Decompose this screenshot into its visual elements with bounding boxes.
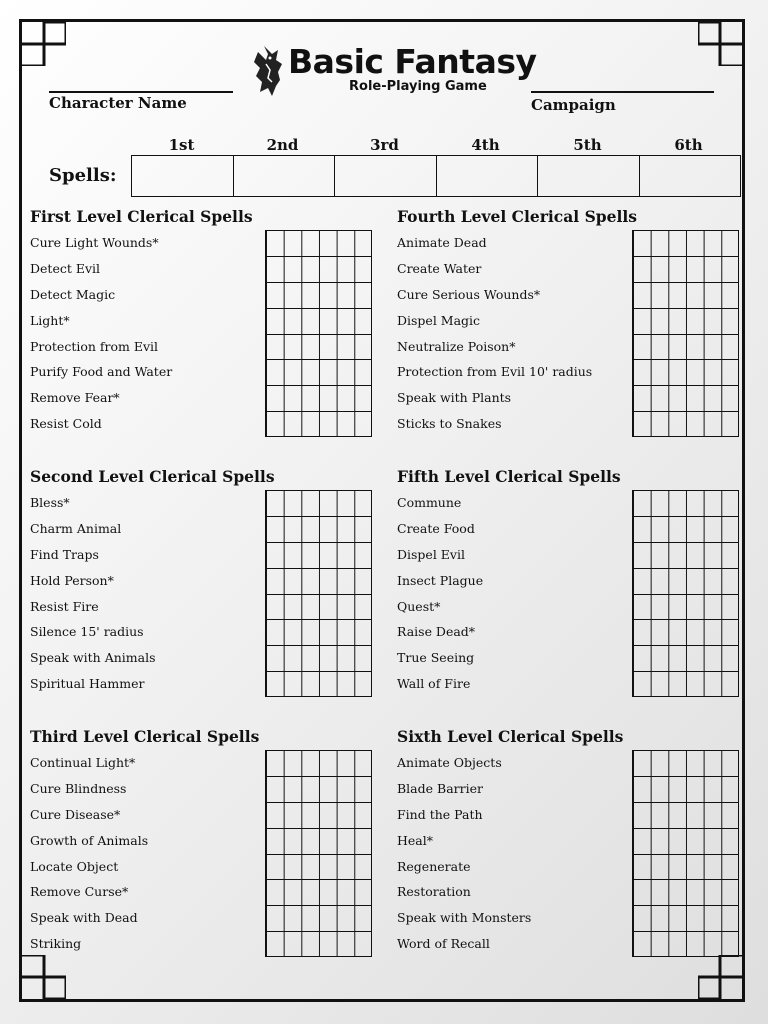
spell-section-level-5: [397, 464, 741, 697]
spell-tracking-boxes[interactable]: [632, 256, 739, 282]
spell-tracking-boxes[interactable]: [632, 490, 739, 516]
spell-row: [30, 619, 374, 645]
spell-list: [30, 490, 374, 697]
spell-name: True Seeing: [397, 650, 475, 666]
spell-name: Sticks to Snakes: [397, 416, 502, 432]
corner-ornament: [698, 955, 742, 999]
spell-name: Resist Cold: [30, 416, 102, 432]
spell-row: [30, 359, 374, 385]
spell-row: [397, 230, 741, 256]
spell-name: Cure Disease*: [30, 806, 121, 822]
spell-section-level-2: [30, 464, 374, 697]
spell-row: [397, 750, 741, 776]
spell-row: [30, 411, 374, 437]
spell-tracking-boxes[interactable]: [265, 931, 372, 957]
spell-section-level-1: [30, 204, 374, 437]
spell-row: [30, 802, 374, 828]
spell-name: Cure Serious Wounds*: [397, 286, 541, 302]
corner-ornament: [22, 955, 66, 999]
spell-tracking-boxes[interactable]: [265, 334, 372, 360]
section-title: First Level Clerical Spells: [30, 207, 253, 226]
spell-row: [397, 931, 741, 957]
spell-tracking-boxes[interactable]: [632, 905, 739, 931]
spell-tracking-boxes[interactable]: [265, 802, 372, 828]
spell-tracking-boxes[interactable]: [265, 619, 372, 645]
spell-name: Growth of Animals: [30, 832, 149, 848]
spell-name: Create Food: [397, 520, 475, 536]
spell-section-level-6: [397, 724, 741, 957]
campaign-field[interactable]: [531, 91, 714, 93]
spell-tracking-boxes[interactable]: [265, 385, 372, 411]
spell-tracking-boxes[interactable]: [265, 905, 372, 931]
spell-row: [397, 334, 741, 360]
spell-tracking-boxes[interactable]: [265, 359, 372, 385]
spell-name: Wall of Fire: [397, 676, 471, 692]
spell-tracking-boxes[interactable]: [265, 671, 372, 697]
slot-header: 4th: [471, 136, 500, 154]
spell-name: Dispel Evil: [397, 546, 465, 562]
section-title: Sixth Level Clerical Spells: [397, 727, 624, 746]
spell-list: [397, 750, 741, 957]
spell-row: [397, 776, 741, 802]
spell-row: [397, 619, 741, 645]
spell-name: Spiritual Hammer: [30, 676, 145, 692]
slot-cell-1st[interactable]: [132, 156, 234, 196]
spell-row: [30, 256, 374, 282]
spell-name: Detect Evil: [30, 260, 101, 276]
spell-name: Silence 15' radius: [30, 624, 144, 640]
spell-row: [397, 671, 741, 697]
section-title: Fifth Level Clerical Spells: [397, 467, 621, 486]
spell-tracking-boxes[interactable]: [632, 542, 739, 568]
spell-tracking-boxes[interactable]: [265, 828, 372, 854]
spell-tracking-boxes[interactable]: [632, 776, 739, 802]
logo-title: Basic Fantasy: [288, 42, 537, 81]
spell-tracking-boxes[interactable]: [265, 879, 372, 905]
slot-header: 2nd: [266, 136, 299, 154]
spell-tracking-boxes[interactable]: [632, 230, 739, 256]
spell-name: Dispel Magic: [397, 312, 481, 328]
logo-subtitle: Role-Playing Game: [349, 79, 487, 94]
spell-tracking-boxes[interactable]: [632, 334, 739, 360]
slot-header: 6th: [674, 136, 703, 154]
campaign-label: Campaign: [531, 96, 616, 114]
spell-name: Find the Path: [397, 806, 483, 822]
spell-tracking-boxes[interactable]: [265, 568, 372, 594]
character-name-label: Character Name: [49, 94, 187, 112]
spell-row: [397, 385, 741, 411]
spell-tracking-boxes[interactable]: [265, 411, 372, 437]
spell-tracking-boxes[interactable]: [632, 282, 739, 308]
spell-row: [397, 490, 741, 516]
spell-list: [30, 230, 374, 437]
spell-row: [397, 542, 741, 568]
spell-row: [30, 671, 374, 697]
spell-tracking-boxes[interactable]: [632, 619, 739, 645]
spell-row: [30, 905, 374, 931]
spell-name: Regenerate: [397, 858, 471, 874]
spell-tracking-boxes[interactable]: [632, 828, 739, 854]
spell-tracking-boxes[interactable]: [632, 879, 739, 905]
spell-name: Remove Curse*: [30, 884, 129, 900]
spell-name: Charm Animal: [30, 520, 122, 536]
spell-name: Heal*: [397, 832, 433, 848]
character-sheet: [19, 19, 745, 1002]
spell-row: [30, 542, 374, 568]
spell-slots-table: [131, 155, 741, 197]
spell-name: Cure Light Wounds*: [30, 235, 159, 250]
spell-row: [30, 828, 374, 854]
spell-name: Striking: [30, 936, 82, 952]
spell-name: Commune: [397, 495, 462, 510]
spell-row: [397, 516, 741, 542]
spell-row: [30, 334, 374, 360]
slot-cell-6th[interactable]: [640, 156, 741, 196]
spell-name: Speak with Plants: [397, 390, 512, 406]
section-title: Fourth Level Clerical Spells: [397, 207, 637, 226]
game-logo: [250, 42, 537, 100]
corner-ornament: [698, 22, 742, 66]
spells-label: Spells:: [49, 165, 117, 186]
spell-name: Light*: [30, 312, 70, 328]
spell-tracking-boxes[interactable]: [265, 594, 372, 620]
spell-name: Resist Fire: [30, 598, 99, 614]
spell-name: Purify Food and Water: [30, 364, 173, 380]
spell-list: [30, 750, 374, 957]
spell-row: [397, 256, 741, 282]
spell-tracking-boxes[interactable]: [632, 931, 739, 957]
spell-name: Protection from Evil 10' radius: [397, 364, 593, 380]
spell-tracking-boxes[interactable]: [632, 308, 739, 334]
spell-name: Remove Fear*: [30, 390, 120, 406]
spell-tracking-boxes[interactable]: [265, 256, 372, 282]
spell-row: [30, 308, 374, 334]
spell-name: Cure Blindness: [30, 780, 127, 796]
spell-name: Create Water: [397, 260, 482, 276]
spell-name: Animate Dead: [397, 235, 487, 250]
section-title: Second Level Clerical Spells: [30, 467, 275, 486]
spell-tracking-boxes[interactable]: [265, 854, 372, 880]
spell-tracking-boxes[interactable]: [632, 671, 739, 697]
spell-row: [397, 854, 741, 880]
spell-tracking-boxes[interactable]: [265, 645, 372, 671]
spell-tracking-boxes[interactable]: [265, 490, 372, 516]
spell-tracking-boxes[interactable]: [265, 308, 372, 334]
spell-row: [30, 568, 374, 594]
spell-row: [30, 385, 374, 411]
spell-list: [397, 490, 741, 697]
slot-header: 1st: [168, 136, 195, 154]
spell-row: [30, 931, 374, 957]
spell-name: Continual Light*: [30, 755, 136, 770]
spell-name: Speak with Dead: [30, 910, 138, 926]
spell-row: [30, 776, 374, 802]
slot-cell-5th[interactable]: [538, 156, 640, 196]
spell-name: Bless*: [30, 495, 70, 510]
spell-tracking-boxes[interactable]: [632, 854, 739, 880]
spell-name: Neutralize Poison*: [397, 338, 516, 354]
spell-tracking-boxes[interactable]: [632, 359, 739, 385]
slot-cell-3rd[interactable]: [335, 156, 437, 196]
spell-tracking-boxes[interactable]: [632, 385, 739, 411]
spell-row: [30, 854, 374, 880]
spell-tracking-boxes[interactable]: [265, 516, 372, 542]
spell-tracking-boxes[interactable]: [632, 516, 739, 542]
spell-list: [397, 230, 741, 437]
spell-tracking-boxes[interactable]: [632, 645, 739, 671]
spell-row: [397, 308, 741, 334]
spell-tracking-boxes[interactable]: [265, 542, 372, 568]
spell-name: Word of Recall: [397, 936, 490, 952]
spell-row: [397, 905, 741, 931]
slot-header: 5th: [573, 136, 602, 154]
spell-row: [30, 645, 374, 671]
spell-tracking-boxes[interactable]: [632, 594, 739, 620]
spell-name: Speak with Animals: [30, 650, 156, 666]
spell-tracking-boxes[interactable]: [265, 776, 372, 802]
spell-row: [30, 516, 374, 542]
spell-row: [397, 645, 741, 671]
slot-header: 3rd: [370, 136, 399, 154]
spell-name: Blade Barrier: [397, 780, 483, 796]
spell-name: Locate Object: [30, 858, 119, 874]
spell-section-level-3: [30, 724, 374, 957]
spell-row: [397, 568, 741, 594]
spell-tracking-boxes[interactable]: [265, 282, 372, 308]
spell-name: Restoration: [397, 884, 471, 900]
spell-row: [397, 359, 741, 385]
spell-tracking-boxes[interactable]: [265, 230, 372, 256]
spell-name: Animate Objects: [397, 755, 502, 770]
spell-row: [397, 828, 741, 854]
spell-row: [397, 411, 741, 437]
spell-row: [30, 230, 374, 256]
slot-cell-2nd[interactable]: [234, 156, 336, 196]
spell-tracking-boxes[interactable]: [632, 802, 739, 828]
spell-tracking-boxes[interactable]: [265, 750, 372, 776]
spell-name: Detect Magic: [30, 286, 116, 302]
spell-tracking-boxes[interactable]: [632, 411, 739, 437]
spell-name: Protection from Evil: [30, 338, 159, 354]
spell-row: [397, 282, 741, 308]
spell-tracking-boxes[interactable]: [632, 568, 739, 594]
spell-name: Hold Person*: [30, 572, 114, 588]
corner-ornament: [22, 22, 66, 66]
spell-section-level-4: [397, 204, 741, 437]
spell-row: [30, 282, 374, 308]
spell-name: Raise Dead*: [397, 624, 476, 640]
dragon-icon: [250, 42, 286, 98]
spell-row: [30, 750, 374, 776]
spell-row: [397, 802, 741, 828]
spell-row: [30, 490, 374, 516]
spell-row: [30, 879, 374, 905]
spell-row: [397, 594, 741, 620]
character-name-field[interactable]: [49, 91, 233, 93]
section-title: Third Level Clerical Spells: [30, 727, 260, 746]
spell-row: [30, 594, 374, 620]
spell-tracking-boxes[interactable]: [632, 750, 739, 776]
spell-name: Insect Plague: [397, 572, 484, 588]
spell-name: Quest*: [397, 598, 441, 614]
spell-name: Speak with Monsters: [397, 910, 532, 926]
slot-cell-4th[interactable]: [437, 156, 539, 196]
spell-row: [397, 879, 741, 905]
spell-name: Find Traps: [30, 546, 99, 562]
